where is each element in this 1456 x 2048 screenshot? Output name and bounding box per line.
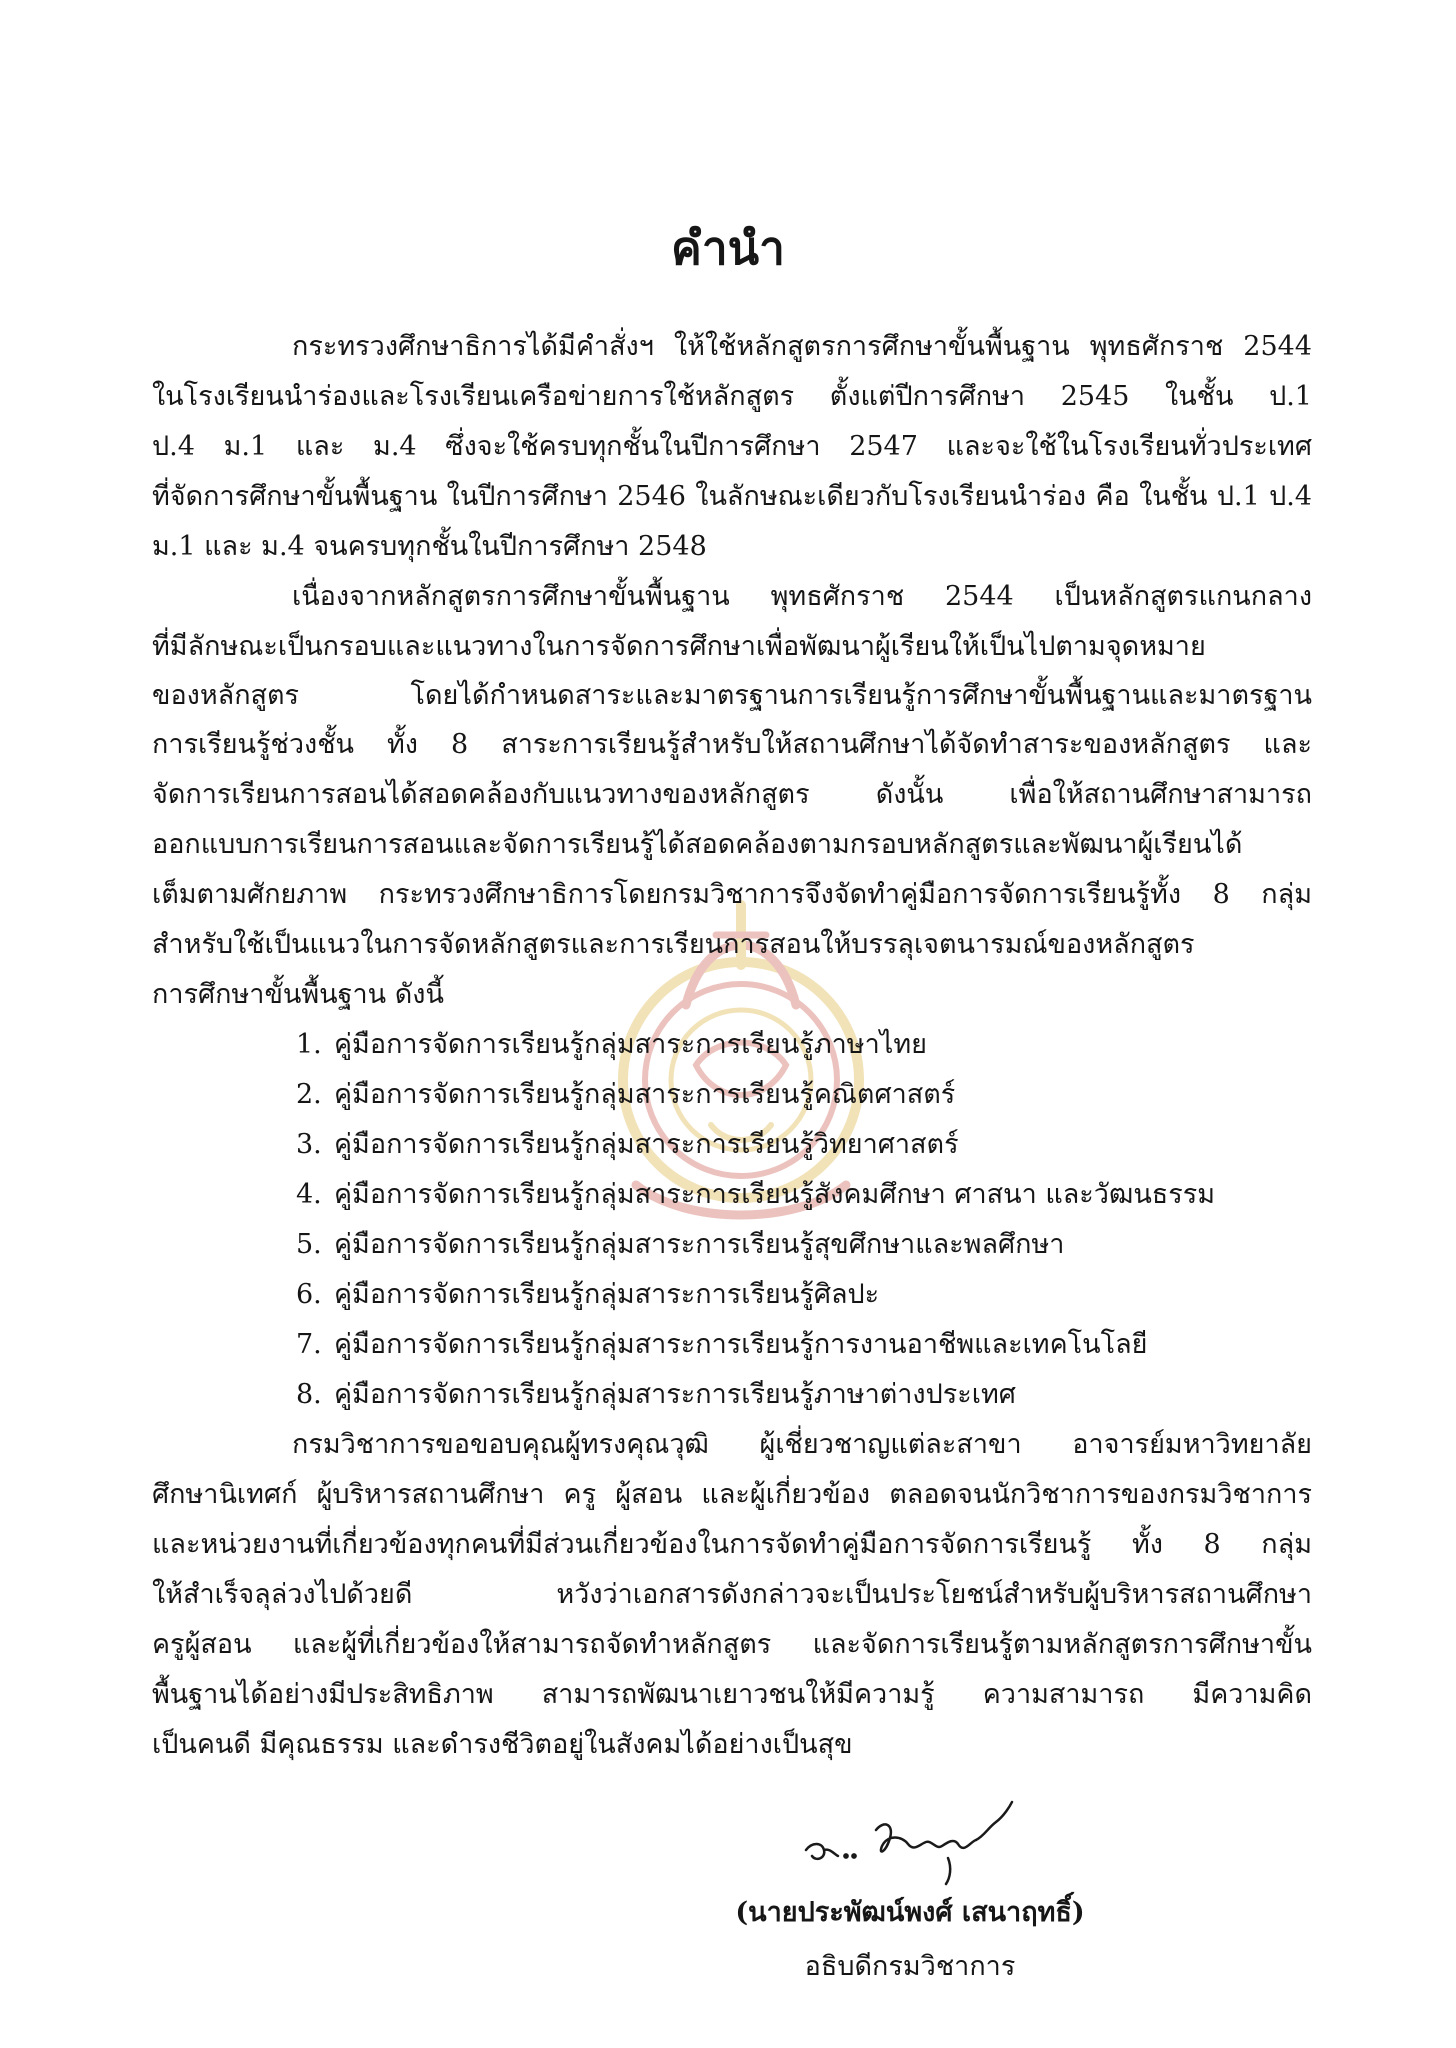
paragraph-line: การเรียนรู้ช่วงชั้น ทั้ง 8 สาระการเรียนรู้สำหรับให้สถานศึกษาได้จัดทำสาระของหลักสูตร และ xyxy=(152,729,1312,760)
list-item xyxy=(296,1320,1312,1369)
list-item-number: 7. xyxy=(296,1329,322,1360)
paragraph-line: เป็นคนดี มีคุณธรรม และดำรงชีวิตอยู่ในสังคมได้อย่างเป็นสุข xyxy=(152,1729,853,1760)
paragraph-line: ที่จัดการศึกษาขั้นพื้นฐาน ในปีการศึกษา 2546 ในลักษณะเดียวกับโรงเรียนนำร่อง คือ ในชั้น ป.1 ป.4 xyxy=(152,481,1312,512)
list-item xyxy=(296,1270,1312,1319)
list-item-text: คู่มือการจัดการเรียนรู้กลุ่มสาระการเรียนรู้สังคมศึกษา ศาสนา และวัฒนธรรม xyxy=(334,1179,1216,1210)
list-item-text: คู่มือการจัดการเรียนรู้กลุ่มสาระการเรียนรู้สุขศึกษาและพลศึกษา xyxy=(334,1229,1065,1260)
list-item-number: 5. xyxy=(296,1229,322,1260)
list-item-text: คู่มือการจัดการเรียนรู้กลุ่มสาระการเรียนรู้ภาษาต่างประเทศ xyxy=(334,1379,1016,1410)
list-item xyxy=(296,1370,1312,1419)
list-item-text: คู่มือการจัดการเรียนรู้กลุ่มสาระการเรียนรู้ศิลปะ xyxy=(334,1279,880,1310)
paragraph-line: การศึกษาขั้นพื้นฐาน ดังนี้ xyxy=(152,979,444,1010)
paragraph-line: เต็มตามศักยภาพ กระทรวงศึกษาธิการโดยกรมวิชาการจึงจัดทำคู่มือการจัดการเรียนรู้ทั้ง 8 กลุ่ม xyxy=(152,879,1312,910)
list-item-number: 4. xyxy=(296,1179,322,1210)
list-item xyxy=(296,1170,1312,1219)
paragraph-line: ที่มีลักษณะเป็นกรอบและแนวทางในการจัดการศึกษาเพื่อพัฒนาผู้เรียนให้เป็นไปตามจุดหมาย xyxy=(152,631,1206,662)
list-item-text: คู่มือการจัดการเรียนรู้กลุ่มสาระการเรียนรู้คณิตศาสตร์ xyxy=(334,1079,956,1110)
signer-name: (นายประพัฒน์พงศ์ เสนาฤทธิ์) xyxy=(735,1897,1085,1928)
list-item-number: 3. xyxy=(296,1129,322,1160)
paragraph-line: เนื่องจากหลักสูตรการศึกษาขั้นพื้นฐาน พุทธศักราช 2544 เป็นหลักสูตรแกนกลาง xyxy=(292,581,1312,612)
paragraph-line: จัดการเรียนการสอนได้สอดคล้องกับแนวทางของหลักสูตร ดังนั้น เพื่อให้สถานศึกษาสามารถ xyxy=(152,779,1312,810)
paragraph-line: ออกแบบการเรียนการสอนและจัดการเรียนรู้ได้สอดคล้องตามกรอบหลักสูตรและพัฒนาผู้เรียนได้ xyxy=(152,829,1243,860)
paragraph-line: ครูผู้สอน และผู้ที่เกี่ยวข้องให้สามารถจัดทำหลักสูตร และจัดการเรียนรู้ตามหลักสูตรการศึกษาขั้น xyxy=(152,1629,1312,1660)
list-item-number: 1. xyxy=(296,1029,322,1060)
list-item xyxy=(296,1020,1312,1069)
list-item-number: 6. xyxy=(296,1279,322,1310)
signer-title: อธิบดีกรมวิชาการ xyxy=(804,1951,1016,1982)
paragraph-line: ของหลักสูตร โดยได้กำหนดสาระและมาตรฐานการเรียนรู้การศึกษาขั้นพื้นฐานและมาตรฐาน xyxy=(152,680,1312,711)
paragraph-line: กระทรวงศึกษาธิการได้มีคำสั่งฯ ให้ใช้หลักสูตรการศึกษาขั้นพื้นฐาน พุทธศักราช 2544 xyxy=(292,331,1312,362)
list-item-text: คู่มือการจัดการเรียนรู้กลุ่มสาระการเรียนรู้ภาษาไทย xyxy=(334,1029,927,1060)
paragraph-line: พื้นฐานได้อย่างมีประสิทธิภาพ สามารถพัฒนาเยาวชนให้มีความรู้ ความสามารถ มีความคิด xyxy=(152,1679,1312,1710)
list-item-number: 8. xyxy=(296,1379,322,1410)
list-item xyxy=(296,1220,1312,1269)
list-item-text: คู่มือการจัดการเรียนรู้กลุ่มสาระการเรียนรู้วิทยาศาสตร์ xyxy=(334,1129,959,1160)
page-title: คำนำ xyxy=(671,221,785,275)
paragraph-line: กรมวิชาการขอขอบคุณผู้ทรงคุณวุฒิ ผู้เชี่ยวชาญแต่ละสาขา อาจารย์มหาวิทยาลัย xyxy=(292,1429,1312,1460)
paragraph-line: ศึกษานิเทศก์ ผู้บริหารสถานศึกษา ครู ผู้สอน และผู้เกี่ยวข้อง ตลอดจนนักวิชาการของกรมวิชาการ xyxy=(152,1479,1312,1510)
paragraph-line: ม.1 และ ม.4 จนครบทุกชั้นในปีการศึกษา 2548 xyxy=(152,531,707,562)
list-item-number: 2. xyxy=(296,1079,322,1110)
list-item-text: คู่มือการจัดการเรียนรู้กลุ่มสาระการเรียนรู้การงานอาชีพและเทคโนโลยี xyxy=(334,1329,1148,1360)
paragraph-line: สำหรับใช้เป็นแนวในการจัดหลักสูตรและการเรียนการสอนให้บรรลุเจตนารมณ์ของหลักสูตร xyxy=(152,929,1195,960)
handwritten-signature xyxy=(798,1798,1028,1888)
list-item xyxy=(296,1120,1312,1169)
list-item xyxy=(296,1070,1312,1119)
paragraph-line: และหน่วยงานที่เกี่ยวข้องทุกคนที่มีส่วนเกี่ยวข้องในการจัดทำคู่มือการจัดการเรียนรู้ ทั้ง 8 กลุ่ม xyxy=(152,1529,1312,1560)
paragraph-line: ให้สำเร็จลุล่วงไปด้วยดี หวังว่าเอกสารดังกล่าวจะเป็นประโยชน์สำหรับผู้บริหารสถานศึกษา xyxy=(152,1579,1312,1610)
paragraph-line: ในโรงเรียนนำร่องและโรงเรียนเครือข่ายการใช้หลักสูตร ตั้งแต่ปีการศึกษา 2545 ในชั้น ป.1 xyxy=(152,381,1312,412)
paragraph-line: ป.4 ม.1 และ ม.4 ซึ่งจะใช้ครบทุกชั้นในปีการศึกษา 2547 และจะใช้ในโรงเรียนทั่วประเทศ xyxy=(152,431,1312,462)
